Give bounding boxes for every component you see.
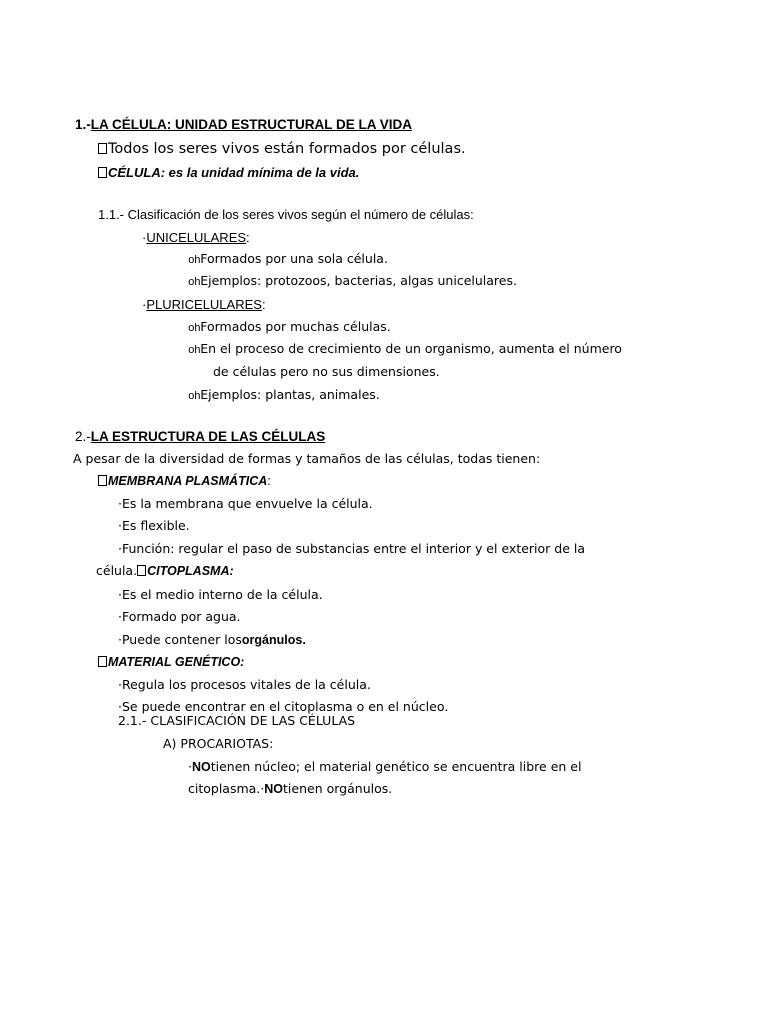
subsection-1-1-heading: 1.1.- Clasificación de los seres vivos según el número de células:: [98, 207, 474, 222]
section-1-heading: [75, 118, 412, 132]
unicelulares-heading: [142, 231, 250, 244]
list-item: ·Es el medio interno de la célula.: [118, 587, 323, 602]
bold-term: NO: [264, 782, 284, 796]
section-2-title: LA ESTRUCTURA DE LAS CÉLULAS: [90, 429, 326, 444]
bullet: ·: [188, 759, 192, 774]
list-item: ·Se puede encontrar en el citoplasma o en el núcleo.: [118, 699, 449, 714]
list-item: [188, 783, 392, 796]
citoplasma-line: [96, 565, 234, 578]
bullet-glyph: oh: [188, 277, 201, 289]
list-item: [188, 761, 581, 774]
bullet-glyph: oh: [188, 255, 201, 267]
material-heading: [98, 656, 244, 669]
list-item-text: ·Puede contener los: [118, 632, 242, 647]
bold-term: NO: [191, 760, 211, 774]
missing-glyph-icon: [98, 167, 107, 178]
section-2-heading: [75, 430, 325, 444]
list-item-text: En el proceso de crecimiento de un organismo, aumenta el número: [200, 341, 622, 356]
list-item-text: Ejemplos: protozoos, bacterias, algas unicelulares.: [200, 273, 517, 288]
list-item-text: tienen núcleo; el material genético se encuentra libre en el: [210, 759, 582, 774]
list-item: ·Es flexible.: [118, 518, 190, 533]
list-item: [188, 343, 622, 357]
list-item: [188, 275, 517, 289]
missing-glyph-icon: [98, 475, 107, 486]
list-item: ·Formado por agua.: [118, 609, 241, 624]
colon: :: [267, 474, 271, 488]
list-item-text: Formados por muchas células.: [200, 319, 391, 334]
membrana-label: MEMBRANA PLASMÁTICA: [108, 474, 268, 488]
bullet-glyph: oh: [188, 391, 201, 403]
bullet: ·: [142, 230, 147, 245]
list-item: ·Regula los procesos vitales de la célula.: [118, 677, 371, 692]
procariotas-heading: A) PROCARIOTAS:: [163, 736, 274, 751]
list-item: [118, 634, 306, 647]
list-item-continuation: de células pero no sus dimensiones.: [213, 364, 440, 379]
subsection-2-1-heading: 2.1.- CLASIFICACIÓN DE LAS CÉLULAS: [118, 713, 356, 728]
citoplasma-label: CITOPLASMA:: [147, 564, 234, 578]
section-1-title: LA CÉLULA: UNIDAD ESTRUCTURAL DE LA VIDA: [90, 117, 413, 132]
colon: :: [246, 230, 250, 245]
list-item-continuation: célula.: [96, 563, 138, 578]
list-item: ·Es la membrana que envuelve la célula.: [118, 496, 373, 511]
section-2-number: 2.-: [75, 429, 91, 444]
list-item-text: citoplasma.: [188, 781, 261, 796]
list-item-text: Formados por una sola célula.: [200, 251, 388, 266]
list-item: ·Función: regular el paso de substancias entre el interior y el exterior de la: [118, 541, 586, 556]
section-2-intro: A pesar de la diversidad de formas y tamaños de las células, todas tienen:: [73, 451, 541, 466]
list-item-text: Ejemplos: plantas, animales.: [200, 387, 380, 402]
definition-text: CÉLULA: es la unidad mínima de la vida.: [108, 165, 360, 180]
missing-glyph-icon: [98, 143, 107, 154]
list-item: [188, 321, 391, 335]
unicelulares-label: UNICELULARES: [146, 230, 247, 245]
bullet-glyph: oh: [188, 323, 201, 335]
missing-glyph-icon: [137, 565, 146, 576]
statement-line: [98, 142, 466, 157]
list-item: [188, 253, 388, 267]
bullet: ·: [260, 781, 265, 796]
list-item: [188, 389, 380, 403]
bullet: ·: [142, 297, 147, 312]
pluricelulares-label: PLURICELULARES: [146, 297, 262, 312]
section-1-number: 1.-: [75, 117, 91, 132]
pluricelulares-heading: [142, 298, 266, 311]
bullet-glyph: oh: [188, 345, 201, 357]
material-label: MATERIAL GENÉTICO:: [108, 655, 245, 669]
membrana-heading: [98, 475, 271, 488]
definition-line: [98, 166, 359, 179]
statement-text: Todos los seres vivos están formados por células.: [108, 141, 466, 157]
bold-term: orgánulos.: [241, 633, 306, 647]
list-item-text: tienen orgánulos.: [283, 781, 393, 796]
missing-glyph-icon: [98, 656, 107, 667]
colon: :: [261, 297, 266, 312]
